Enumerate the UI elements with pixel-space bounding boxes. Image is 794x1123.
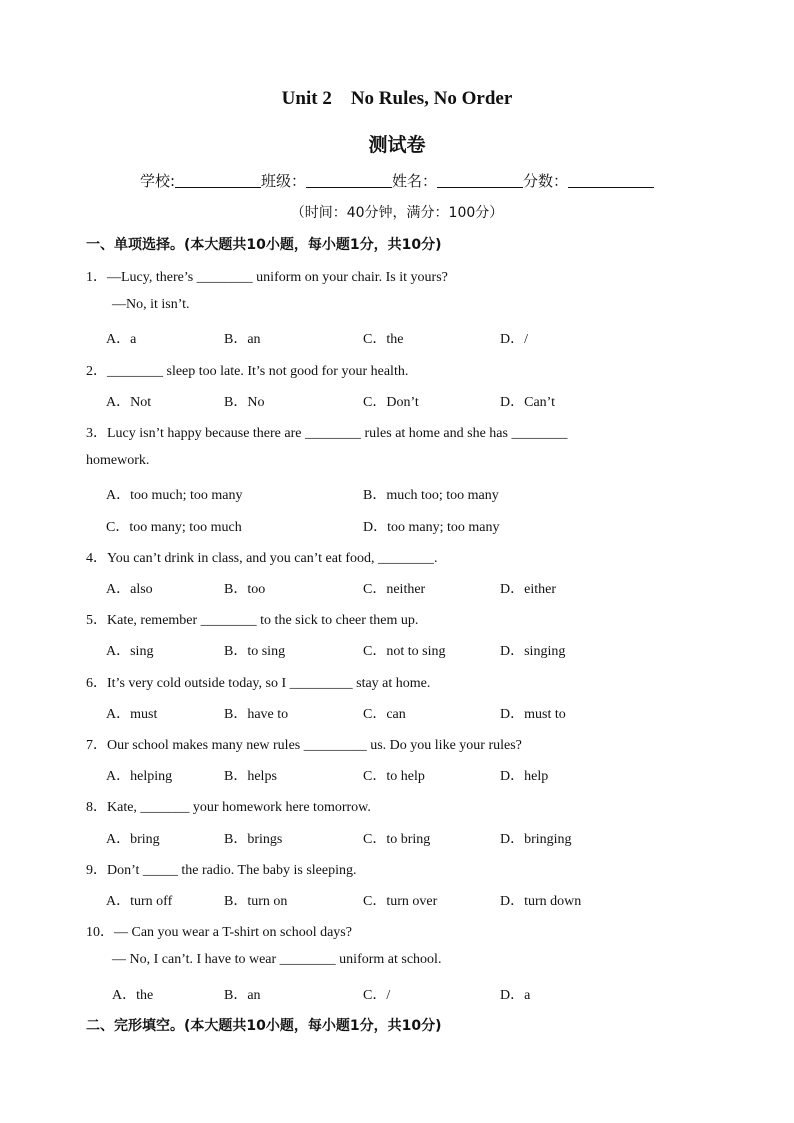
question-8-option-c: C．to bring	[363, 832, 431, 847]
question-1-stem-cont: —No, it isn’t.	[112, 297, 190, 312]
name-label: 姓名：	[392, 172, 438, 190]
question-9-option-a: A．turn off	[106, 894, 173, 909]
question-7-option-d: D．help	[500, 769, 549, 784]
question-2-option-c: C．Don’t	[363, 395, 419, 410]
class-blank	[306, 173, 392, 188]
question-5-option-c: C．not to sing	[363, 644, 446, 659]
question-3-option-b: B．much too; too many	[363, 488, 499, 503]
score-blank	[568, 173, 654, 188]
question-3-stem-cont: homework.	[86, 453, 150, 468]
question-10-option-b: B．an	[224, 988, 261, 1003]
question-10-option-a: A．the	[112, 988, 154, 1003]
question-2-option-a: A．Not	[106, 395, 152, 410]
question-7-option-a: A．helping	[106, 769, 173, 784]
question-8-option-b: B．brings	[224, 832, 283, 847]
question-1-stem: 1．—Lucy, there’s ________ uniform on your chair. Is it yours?	[86, 270, 448, 285]
question-3-option-c: C．too many; too much	[106, 520, 242, 535]
question-10-option-c: C．/	[363, 988, 391, 1003]
question-6-option-d: D．must to	[500, 707, 566, 722]
question-3-option-d: D．too many; too many	[363, 520, 500, 535]
student-info-line	[0, 170, 794, 191]
score-label: 分数：	[523, 172, 569, 190]
name-blank	[437, 173, 523, 188]
question-4-option-b: B．too	[224, 582, 266, 597]
question-4-stem: 4．You can’t drink in class, and you can’t eat food, ________.	[86, 551, 438, 566]
question-7-option-b: B．helps	[224, 769, 277, 784]
question-7-option-c: C．to help	[363, 769, 425, 784]
question-8-stem: 8．Kate, _______ your homework here tomorrow.	[86, 800, 371, 815]
question-9-option-b: B．turn on	[224, 894, 288, 909]
section-heading-1: 一、单项选择。(本大题共10小题，每小题1分，共10分)	[86, 237, 442, 253]
question-7-stem: 7．Our school makes many new rules _________ us. Do you like your rules?	[86, 738, 522, 753]
question-10-option-d: D．a	[500, 988, 531, 1003]
school-label: 学校:	[139, 172, 175, 190]
question-2-option-b: B．No	[224, 395, 265, 410]
question-5-stem: 5．Kate, remember ________ to the sick to cheer them up.	[86, 613, 419, 628]
section-heading-2: 二、完形填空。(本大题共10小题，每小题1分，共10分)	[86, 1018, 442, 1034]
class-label: 班级：	[261, 172, 307, 190]
question-1-option-b: B．an	[224, 332, 261, 347]
question-10-stem-cont: — No, I can’t. I have to wear ________ uniform at school.	[112, 952, 442, 967]
question-6-stem: 6．It’s very cold outside today, so I _________ stay at home.	[86, 676, 431, 691]
question-5-option-a: A．sing	[106, 644, 154, 659]
time-note: （时间：40分钟，满分：100分）	[290, 205, 504, 221]
question-4-option-c: C．neither	[363, 582, 426, 597]
question-9-option-c: C．turn over	[363, 894, 438, 909]
page-title: Unit 2 No Rules, No Order	[281, 88, 513, 109]
question-8-option-a: A．bring	[106, 832, 160, 847]
school-blank	[175, 173, 261, 188]
question-4-option-a: A．also	[106, 582, 153, 597]
question-6-option-c: C．can	[363, 707, 406, 722]
question-8-option-d: D．bringing	[500, 832, 572, 847]
question-9-stem: 9．Don’t _____ the radio. The baby is sleeping.	[86, 863, 357, 878]
question-6-option-a: A．must	[106, 707, 158, 722]
question-1-option-a: A．a	[106, 332, 137, 347]
question-5-option-d: D．singing	[500, 644, 566, 659]
question-2-option-d: D．Can’t	[500, 395, 555, 410]
question-1-option-d: D．/	[500, 332, 528, 347]
question-3-option-a: A．too much; too many	[106, 488, 243, 503]
question-2-stem: 2．________ sleep too late. It’s not good for your health.	[86, 364, 409, 379]
question-9-option-d: D．turn down	[500, 894, 582, 909]
question-1-option-c: C．the	[363, 332, 404, 347]
question-3-stem: 3．Lucy isn’t happy because there are ________ rules at home and she has ________	[86, 426, 568, 441]
question-10-stem: 10．— Can you wear a T-shirt on school days?	[86, 925, 352, 940]
question-5-option-b: B．to sing	[224, 644, 286, 659]
question-6-option-b: B．have to	[224, 707, 289, 722]
question-4-option-d: D．either	[500, 582, 556, 597]
page-subtitle: 测试卷	[368, 134, 426, 156]
